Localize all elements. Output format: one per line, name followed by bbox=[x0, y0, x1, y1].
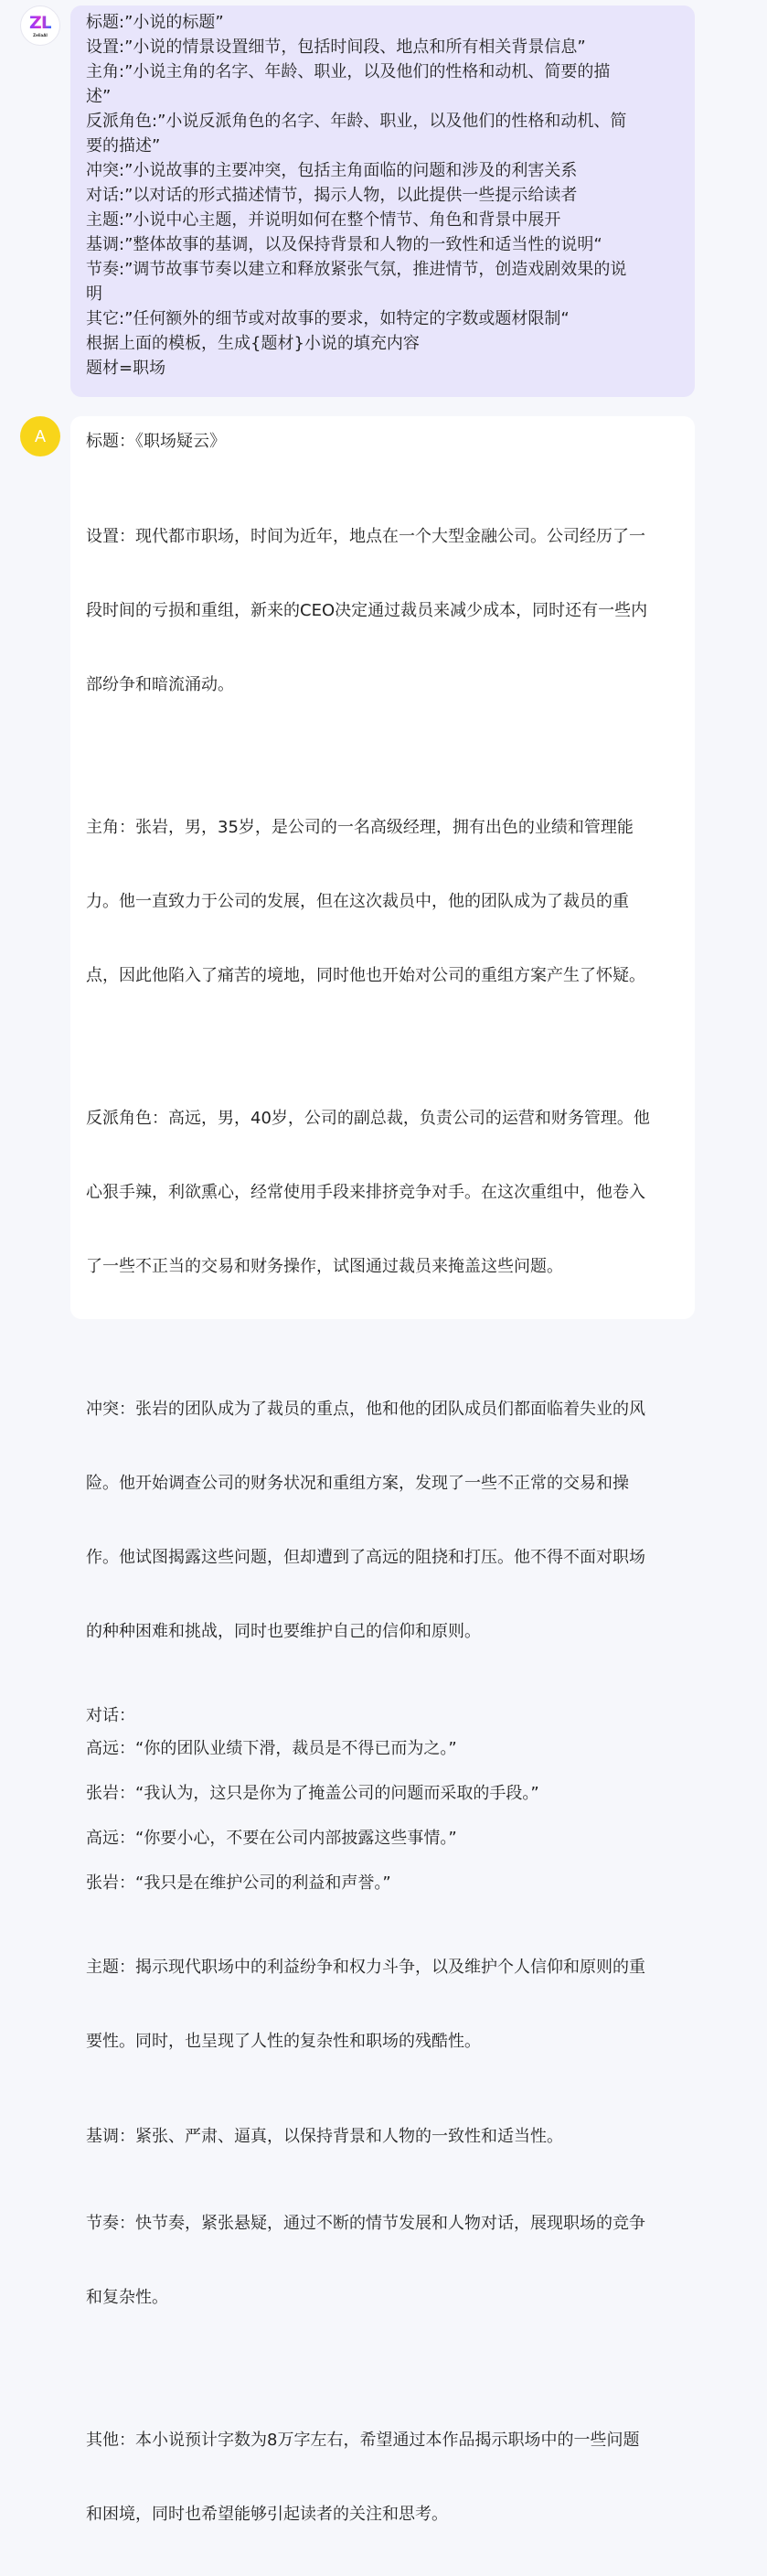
novel-title: 标题：《职场疑云》 bbox=[86, 432, 226, 451]
protagonist-line: 主角：张岩，男，35岁，是公司的一名高级经理，拥有出色的业绩和管理能 bbox=[86, 818, 634, 837]
prompt-line: 主角:”小说主角的名字、年龄、职业，以及他们的性格和动机、简要的描 bbox=[86, 62, 611, 81]
setting-paragraph bbox=[86, 475, 684, 746]
prompt-line: 明 bbox=[86, 284, 102, 304]
protagonist-line: 力。他一直致力于公司的发展，但在这次裁员中，他的团队成为了裁员的重 bbox=[86, 892, 629, 911]
conflict-line: 险。他开始调查公司的财务状况和重组方案，发现了一些不正常的交易和操 bbox=[86, 1474, 629, 1493]
prompt-line: 标题:”小说的标题” bbox=[86, 13, 224, 32]
rhythm-line: 和复杂性。 bbox=[86, 2288, 168, 2307]
antagonist-line: 心狠手辣，利欲熏心，经常使用手段来排挤竞争对手。在这次重组中，他卷入 bbox=[86, 1183, 645, 1202]
prompt-line: 反派角色:”小说反派角色的名字、年龄、职业，以及他们的性格和动机、简 bbox=[86, 112, 627, 131]
protagonist-line: 点，因此他陷入了痛苦的境地，同时他也开始对公司的重组方案产生了怀疑。 bbox=[86, 966, 645, 985]
tone-paragraph: 基调：紧张、严肃、逼真，以保持背景和人物的一致性和适当性。 bbox=[86, 2127, 563, 2146]
conflict-line: 作。他试图揭露这些问题，但却遭到了高远的阻挠和打压。他不得不面对职场 bbox=[86, 1548, 645, 1567]
dialogue-line: 高远：“你的团队业绩下滑，裁员是不得已而为之。” bbox=[86, 1739, 457, 1758]
dialogue-label: 对话： bbox=[86, 1706, 135, 1725]
antagonist-line: 反派角色：高远，男，40岁，公司的副总裁，负责公司的运营和财务管理。他 bbox=[86, 1109, 650, 1128]
prompt-line: 主题:”小说中心主题，并说明如何在整个情节、角色和背景中展开 bbox=[86, 210, 561, 230]
setting-line: 部纷争和暗流涌动。 bbox=[86, 675, 234, 694]
prompt-line: 题材=职场 bbox=[86, 359, 166, 378]
theme-line: 主题：揭示现代职场中的利益纷争和权力斗争，以及维护个人信仰和原则的重 bbox=[86, 1958, 645, 1977]
prompt-line: 基调:”整体故事的基调，以及保持背景和人物的一致性和适当性的说明“ bbox=[86, 235, 602, 254]
prompt-line: 冲突:”小说故事的主要冲突，包括主角面临的问题和涉及的利害关系 bbox=[86, 161, 578, 180]
prompt-line: 要的描述” bbox=[86, 136, 161, 156]
dialogue-line: 高远：“你要小心，不要在公司内部披露这些事情。” bbox=[86, 1829, 457, 1848]
prompt-line: 述” bbox=[86, 87, 112, 106]
protagonist-paragraph bbox=[86, 766, 684, 1037]
prompt-line: 其它:”任何额外的细节或对故事的要求，如特定的字数或题材限制“ bbox=[86, 309, 570, 328]
ai-avatar[interactable] bbox=[20, 416, 60, 456]
other-paragraph bbox=[86, 2378, 684, 2576]
rhythm-paragraph bbox=[86, 2162, 684, 2359]
other-line: 和困境，同时也希望能够引起读者的关注和思考。 bbox=[86, 2505, 448, 2524]
rhythm-line: 节奏：快节奏，紧张悬疑，通过不断的情节发展和人物对话，展现职场的竞争 bbox=[86, 2214, 645, 2233]
antagonist-paragraph bbox=[86, 1057, 684, 1328]
prompt-line: 节奏:”调节故事节奏以建立和释放紧张气氛，推进情节，创造戏剧效果的说 bbox=[86, 260, 627, 279]
conflict-paragraph bbox=[86, 1347, 684, 1693]
zl-logo-icon: ZL bbox=[29, 12, 51, 33]
conflict-line: 的种种困难和挑战，同时也要维护自己的信仰和原则。 bbox=[86, 1622, 481, 1641]
setting-line: 段时间的亏损和重组，新来的CEO决定通过裁员来减少成本，同时还有一些内 bbox=[86, 601, 648, 620]
prompt-line: 对话:”以对话的形式描述情节，揭示人物，以此提供一些提示给读者 bbox=[86, 186, 578, 205]
user-message-bubble bbox=[70, 5, 695, 397]
other-line: 其他：本小说预计字数为8万字左右，希望通过本作品揭示职场中的一些问题 bbox=[86, 2431, 640, 2450]
conflict-line: 冲突：张岩的团队成为了裁员的重点，他和他的团队成员们都面临着失业的风 bbox=[86, 1400, 645, 1419]
prompt-line: 设置:”小说的情景设置细节，包括时间段、地点和所有相关背景信息” bbox=[86, 38, 586, 57]
user-avatar[interactable] bbox=[20, 5, 60, 46]
prompt-line: 根据上面的模板，生成{题材}小说的填充内容 bbox=[86, 334, 420, 353]
setting-line: 设置：现代都市职场，时间为近年，地点在一个大型金融公司。公司经历了一 bbox=[86, 527, 645, 546]
ai-avatar-letter: A bbox=[34, 426, 46, 445]
dialogue-line: 张岩：“我认为，这只是你为了掩盖公司的问题而采取的手段。” bbox=[86, 1784, 539, 1803]
ai-message-bubble bbox=[70, 416, 695, 2524]
theme-line: 要性。同时，也呈现了人性的复杂性和职场的残酷性。 bbox=[86, 2032, 481, 2051]
dialogue-line: 张岩：“我只是在维护公司的利益和声誉。” bbox=[86, 1873, 391, 1893]
logo-subtext: ZeliaAI bbox=[33, 32, 48, 38]
theme-paragraph bbox=[86, 1905, 684, 2103]
antagonist-line: 了一些不正当的交易和财务操作，试图通过裁员来掩盖这些问题。 bbox=[86, 1257, 563, 1276]
